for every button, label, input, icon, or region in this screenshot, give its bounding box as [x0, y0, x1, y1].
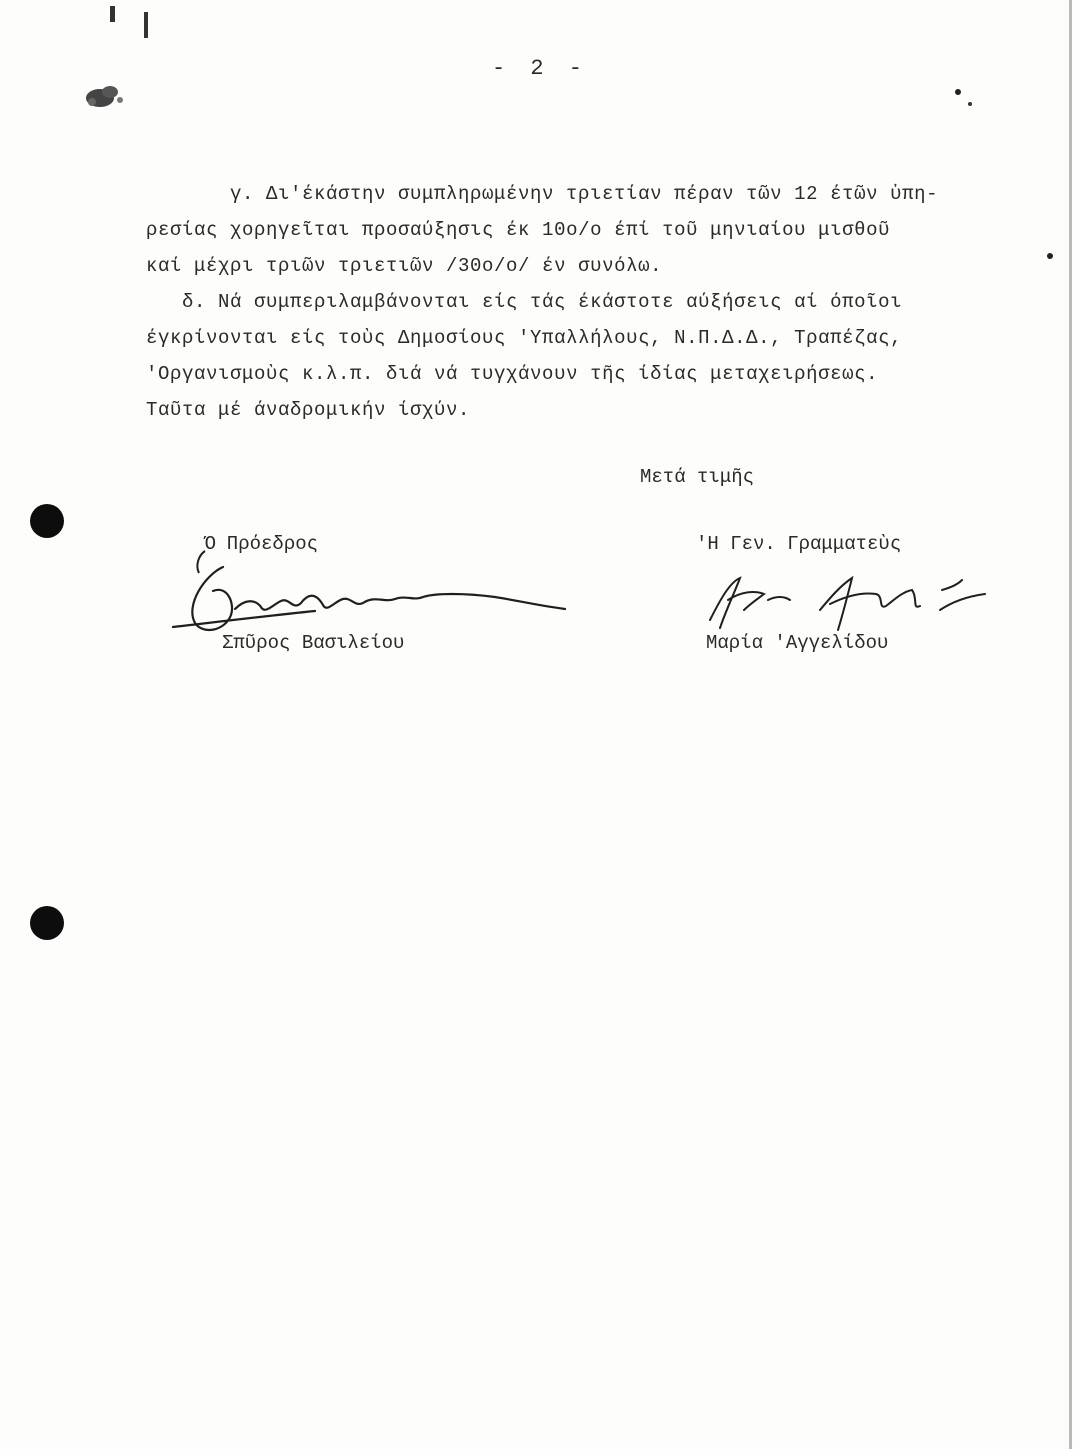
paragraph-line: 'Οργανισμοὺς κ.λ.π. διά νά τυγχάνουν τῆς ίδίας μεταχειρήσεως. — [146, 363, 879, 385]
president-name: Σπῦρος Βασιλείου — [222, 632, 405, 654]
paragraph-line: καί μέχρι τριῶν τριετιῶν /30ο/ο/ έν συνόλω. — [146, 255, 663, 277]
paragraph-line: έγκρίνονται είς τοὺς Δημοσίους 'Υπαλλήλους, Ν.Π.Δ.Δ., Τραπέζας, — [146, 327, 903, 349]
paragraph-line: γ. Δι'έκάστην συμπληρωμένην τριετίαν πέραν τῶν 12 έτῶν ὑπη- — [230, 183, 939, 205]
page-number: - 2 - — [491, 56, 588, 81]
secretary-name: Μαρία 'Αγγελίδου — [706, 632, 889, 654]
president-signature — [165, 545, 575, 645]
corner-speck — [950, 86, 980, 116]
margin-speck — [1040, 246, 1060, 266]
letter-body — [146, 176, 1026, 428]
paragraph-line: ρεσίας χορηγεῖται προσαύξησις έκ 10ο/ο έπί τοῦ μηνιαίου μισθοῦ — [146, 219, 891, 241]
paragraph-line: Ταῦτα μέ άναδρομικήν ίσχύν. — [146, 399, 471, 421]
secretary-signature — [680, 570, 990, 640]
punch-hole — [30, 906, 64, 940]
punch-hole — [30, 504, 64, 538]
secretary-title: 'Η Γεν. Γραμματεὺς — [696, 533, 902, 555]
closing-salutation: Μετά τιμῆς — [640, 466, 755, 488]
page-edge-shadow — [1069, 0, 1072, 1449]
president-title: Ό Πρόεδρος — [204, 533, 319, 555]
staple-mark — [100, 2, 170, 42]
paragraph-line: δ. Νά συμπεριλαμβάνονται είς τάς έκάστοτε αύξήσεις αί όποῖοι — [182, 291, 903, 313]
